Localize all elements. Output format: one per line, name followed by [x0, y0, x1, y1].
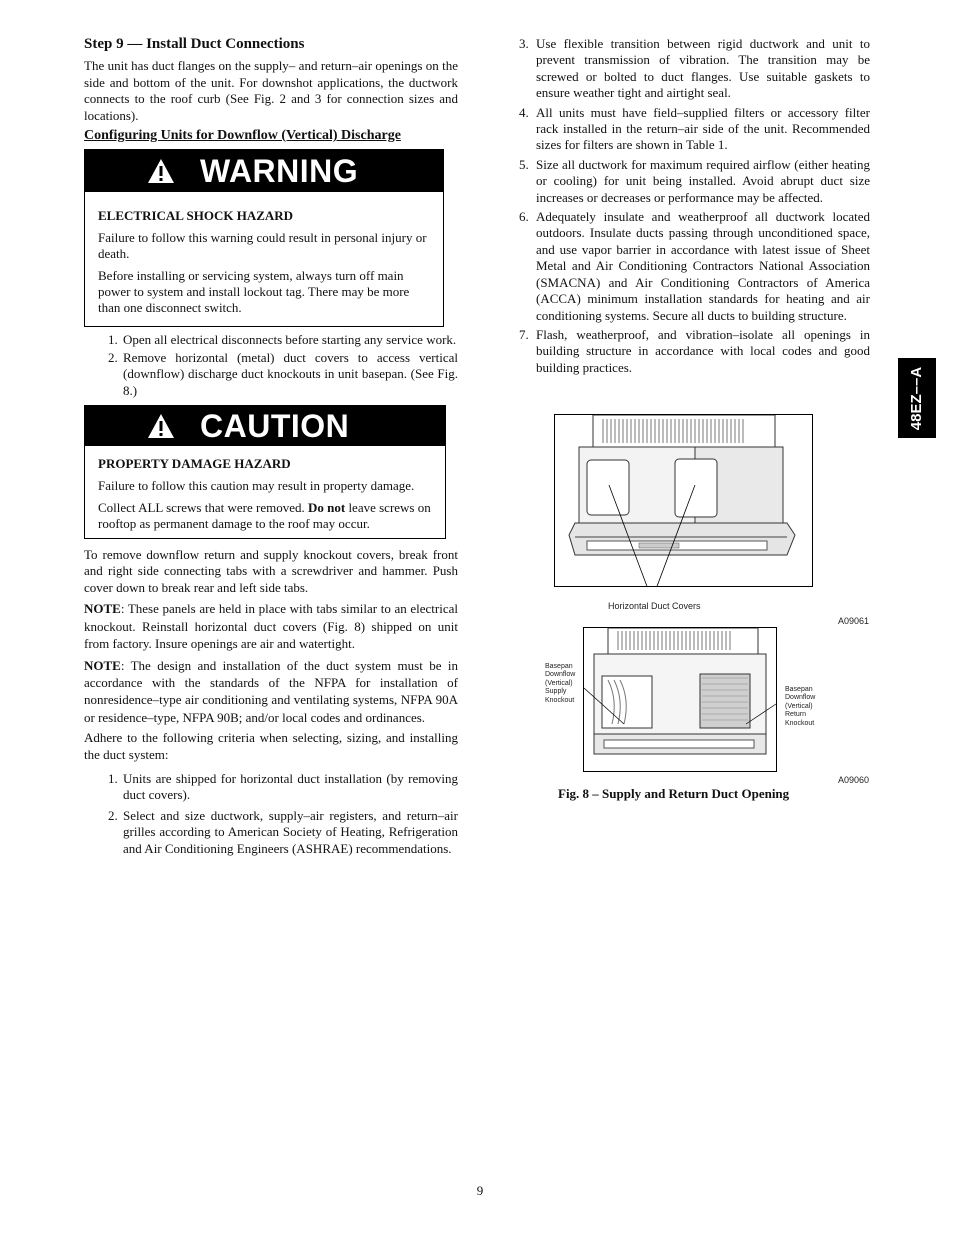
list-item: 2. Select and size ductwork, supply–air registers, and return–air grilles according to American Society of Heating, Refrigeration and Air Conditioning Engineers (ASHRAE) recommendations. — [108, 807, 458, 856]
caution-banner — [85, 406, 445, 446]
list-item: 1. Units are shipped for horizontal duct installation (by removing duct covers). — [108, 770, 458, 803]
list-item: 4. All units must have field–supplied filters or accessory filter rack installed in the return–air side of the unit. Recommended sizes for filters are shown in Table 1. — [519, 104, 870, 153]
list-item: 1. Open all electrical disconnects before starting any service work. — [108, 332, 457, 348]
unit-illustration-bottom — [584, 628, 776, 771]
list-item: 7. Flash, weatherproof, and vibration–isolate all openings in building structure in accordance with local codes and good building practices. — [519, 326, 870, 375]
warning-box — [84, 149, 444, 327]
unit-illustration-top — [555, 415, 812, 586]
adhere-paragraph: Adhere to the following criteria when selecting, sizing, and installing the duct system: — [84, 730, 458, 762]
remove-paragraph: To remove downflow return and supply knockout covers, break front and right side connecting tabs with a screwdriver and hammer. Push cover down to break rear and left side tabs. — [84, 547, 458, 595]
caution-text-2: Collect ALL screws that were removed. Do not leave screws on rooftop as permanent damage to the roof may occur. — [98, 500, 431, 532]
side-tab: 48EZ––A — [898, 358, 936, 438]
right-column — [516, 36, 870, 379]
page-number: 9 — [476, 1183, 484, 1198]
list-item: 2. Remove horizontal (metal) duct covers to access vertical (downflow) discharge duct knockouts in unit basepan. (See Fig. 8.) — [108, 349, 458, 398]
list-item: 5. Size all ductwork for maximum required airflow (either heating or cooling) for unit being installed. Avoid abrupt duct size increases or decreases or performance may be affected. — [519, 156, 870, 205]
figure-code-bottom: A09060 — [838, 775, 870, 785]
caution-title: CAUTION — [200, 407, 350, 444]
figure-code-top: A09061 — [838, 616, 870, 626]
supply-knockout-label: Basepan Downflow (Vertical) Supply Knockout — [545, 663, 576, 704]
note-1: NOTE: These panels are held in place with tabs similar to an electrical knockout. Reinstall horizontal duct covers (Fig. 8) shipped on unit from factory. Insure openings are air and watertight. — [84, 601, 458, 652]
disconnect-steps — [84, 332, 458, 399]
return-knockout-label: Basepan Downflow (Vertical) Return Knockout — [785, 686, 816, 727]
warning-icon — [147, 158, 175, 184]
figure-horizontal-covers — [554, 414, 813, 587]
horizontal-duct-covers-label: Horizontal Duct Covers — [608, 601, 701, 611]
warning-text-1: Failure to follow this warning could result in personal injury or death. — [98, 230, 427, 262]
warning-text-2: Before installing or servicing system, always turn off main power to system and install lockout tag. There may be more than one disconnect switch. — [98, 268, 410, 316]
warning-title: WARNING — [200, 153, 359, 190]
caution-box — [84, 405, 446, 539]
section-heading: Step 9 — Install Duct Connections — [84, 36, 305, 52]
caution-icon — [147, 413, 175, 439]
figure-downflow-knockouts — [583, 627, 777, 772]
criteria-list-left — [84, 771, 458, 857]
warning-hazard: ELECTRICAL SHOCK HAZARD — [98, 208, 294, 224]
left-column — [84, 36, 458, 858]
caution-hazard: PROPERTY DAMAGE HAZARD — [98, 456, 291, 472]
figure-caption: Fig. 8 – Supply and Return Duct Opening — [558, 786, 790, 801]
caution-text-1: Failure to follow this caution may result in property damage. — [98, 478, 415, 494]
criteria-list-right — [516, 36, 870, 376]
intro-paragraph: The unit has duct flanges on the supply– and return–air openings on the side and bottom of the unit. For downshot applications, the ductwork connects to the roof curb (See Fig. 2 and 3 for connection sizes and locations). — [84, 58, 458, 123]
list-item: 3. Use flexible transition between rigid ductwork and unit to prevent transmission of vibration. The transition may be screwed or bolted to duct flanges. Use suitable gaskets to ensure weather tight and airtight seal. — [519, 36, 870, 101]
subsection-heading: Configuring Units for Downflow (Vertical) Discharge — [84, 128, 401, 144]
note-2: NOTE: The design and installation of the duct system must be in accordance with the standards of the NFPA for installation of nonresidence–type air conditioning and ventilating systems, NFPA 90A or residence–type, NFPA 90B; and/or local codes and ordinances. — [84, 657, 458, 725]
warning-banner — [85, 150, 443, 192]
list-item: 6. Adequately insulate and weatherproof all ductwork located outdoors. Insulate ducts passing through unconditioned space, and use vapor barrier in accordance with latest issue of Sheet Metal and Air Conditioning Contractors National Association (SMACNA) and Air Conditioning Contractors of America (ACCA) minimum installation standards for heating and air conditioning systems. Secure all ducts to building structure. — [519, 209, 870, 323]
